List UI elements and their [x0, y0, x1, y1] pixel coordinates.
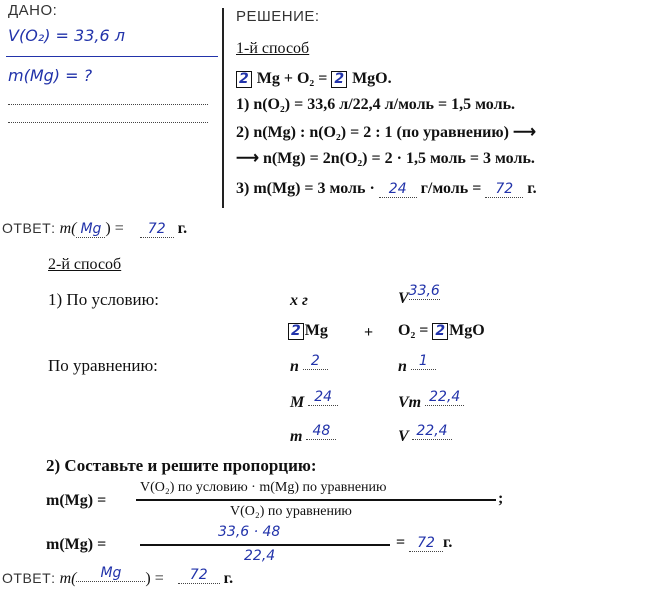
- given-solution-separator: [222, 8, 224, 208]
- answer-value: 72: [140, 221, 174, 238]
- n-mg-value: 2: [303, 353, 328, 370]
- step-2-continued: ⟶ n(Mg) = 2n(O₂) = 2 · 1,5 моль = 3 моль.: [236, 150, 535, 167]
- answer-unit: г.: [177, 220, 188, 237]
- equation-end: MgO.: [352, 70, 392, 87]
- method2-title: 2-й способ: [48, 256, 122, 273]
- molar-mass-label: M: [290, 394, 305, 411]
- coefficient-mgo: 2: [432, 323, 448, 340]
- calc-result: 72: [409, 535, 443, 552]
- volume-label: V: [398, 428, 409, 445]
- answer-2: [2, 565, 234, 588]
- step-3-unit: г.: [527, 180, 537, 197]
- calc-result-line: [396, 534, 452, 552]
- n-o2-value: 1: [411, 353, 436, 370]
- n-o2-row: [398, 353, 436, 376]
- molar-volume-row: [398, 389, 464, 412]
- step-3-middle: г/моль =: [420, 180, 482, 197]
- proportion-title: 2) Составьте и решите пропорцию:: [46, 456, 317, 475]
- step-3-start: 3) m(Mg) = 3 моль ·: [236, 180, 375, 197]
- step-2: 2) n(Mg) : n(O₂) = 2 : 1 (по уравнению) ⟶: [236, 124, 536, 141]
- coefficient-mgo: 2: [331, 71, 347, 88]
- formula-numerator: V(O₂) по условию · m(Mg) по уравнению: [140, 480, 387, 495]
- method2-equation-reactant: [288, 322, 328, 340]
- calc-unit: г.: [442, 534, 453, 551]
- equation-middle: Mg + O₂ =: [256, 70, 328, 87]
- volume-condition-value: 33,6: [408, 283, 440, 299]
- volume-label: V: [398, 290, 409, 307]
- molar-mass-row: [290, 389, 338, 412]
- method1-title: 1-й способ: [236, 40, 310, 57]
- molar-mass-mg: 24: [308, 389, 338, 406]
- method2-equation-product: [398, 322, 485, 340]
- method1-equation: [236, 70, 392, 88]
- answer-m-close: ) =: [105, 220, 124, 237]
- step-3: [236, 180, 537, 198]
- formula-lhs: m(Mg) =: [46, 492, 107, 509]
- volume-condition: [398, 283, 440, 308]
- x-grams: x г: [290, 292, 308, 309]
- answer-m-open: m(: [59, 220, 77, 237]
- coefficient-mg: 2: [236, 71, 252, 88]
- by-equation-label: По уравнению:: [48, 356, 158, 375]
- answer-value: 72: [178, 567, 220, 584]
- answer-substance: Mg: [76, 565, 145, 582]
- mass-row: [290, 423, 336, 446]
- o2-formula: O₂ =: [398, 322, 429, 339]
- calc-lhs: m(Mg) =: [46, 536, 107, 553]
- given-unknown: m(Mg) = ?: [8, 66, 93, 85]
- n-label: n: [398, 358, 407, 375]
- answer-m-close: ) =: [145, 570, 164, 587]
- mg-formula: Mg: [304, 322, 328, 339]
- answer-unit: г.: [223, 570, 234, 587]
- by-condition-label: 1) По условию:: [48, 290, 160, 309]
- formula-denominator: V(O₂) по уравнению: [230, 504, 352, 519]
- given-divider: [6, 56, 218, 57]
- answer-substance: Mg: [76, 221, 105, 238]
- plus-sign: +: [364, 324, 374, 341]
- calc-equals: =: [396, 534, 406, 551]
- n-label: n: [290, 358, 299, 375]
- mass-label: m: [290, 428, 303, 445]
- step-1: 1) n(O₂) = 33,6 л/22,4 л/моль = 1,5 моль.: [236, 96, 516, 113]
- given-blank-line: [8, 104, 208, 105]
- molar-volume-value: 22,4: [425, 389, 464, 406]
- answer-m-open: m(: [59, 570, 77, 587]
- molar-mass-value: 24: [379, 181, 417, 198]
- mgo-formula: MgO: [449, 322, 485, 339]
- given-blank-line: [8, 122, 208, 123]
- given-header: ДАНО:: [8, 2, 58, 19]
- answer-label: ОТВЕТ:: [2, 220, 56, 236]
- given-volume: V(O₂) = 33,6 л: [8, 26, 125, 45]
- formula-semicolon: ;: [498, 490, 504, 507]
- volume-equation-row: [398, 423, 452, 446]
- calc-fraction-bar: [140, 544, 390, 546]
- mass-mg-value: 48: [306, 423, 336, 440]
- answer-1: [2, 220, 187, 238]
- volume-equation-value: 22,4: [412, 423, 451, 440]
- calc-numerator: 33,6 · 48: [218, 524, 281, 540]
- mass-result: 72: [485, 181, 523, 198]
- answer-label: ОТВЕТ:: [2, 570, 56, 586]
- formula-fraction-bar: [136, 499, 496, 501]
- molar-volume-label: Vm: [398, 394, 422, 411]
- n-mg-row: [290, 353, 328, 376]
- coefficient-mg: 2: [288, 323, 304, 340]
- solution-header: РЕШЕНИЕ:: [236, 8, 320, 25]
- calc-denominator: 22,4: [244, 548, 276, 564]
